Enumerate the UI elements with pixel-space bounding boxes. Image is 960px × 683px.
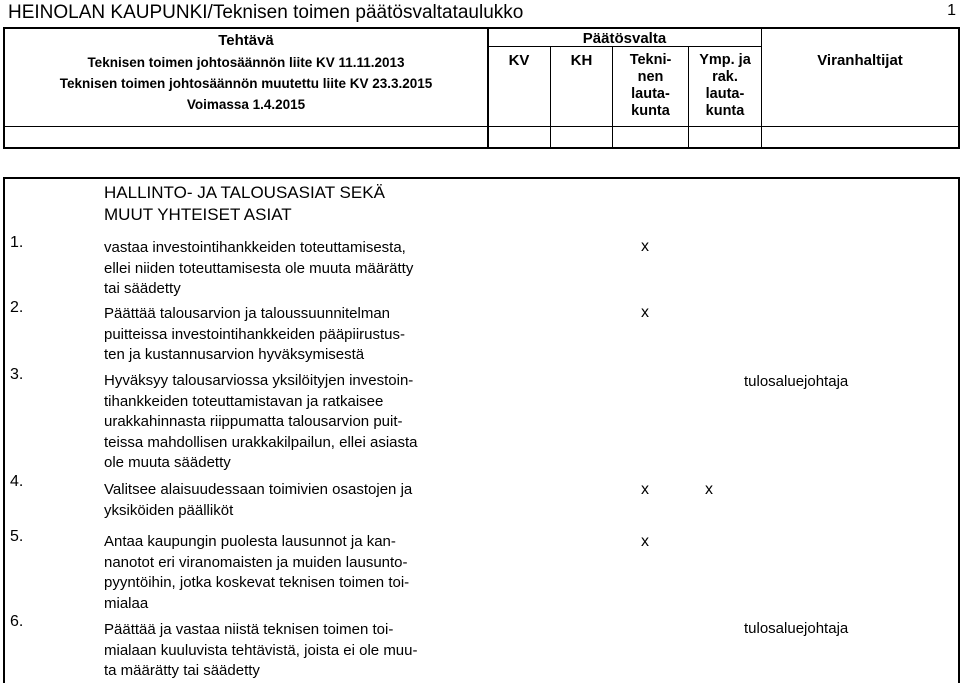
row-text-line: nanotot eri viranomaisten ja muiden lausunto- [104, 553, 408, 571]
document-title: HEINOLAN KAUPUNKI/Teknisen toimen päätösvaltataulukko [8, 2, 524, 23]
section-heading-line: MUUT YHTEISET ASIAT [104, 205, 292, 224]
mark-tekninen: x [641, 533, 649, 550]
row-text-line: Päättää talousarvion ja taloussuunnitelman [104, 305, 391, 322]
row-text-line: puitteissa investointihankkeiden pääpiirustus- [104, 325, 406, 343]
row-number: 4. [10, 473, 24, 490]
col-tekninen-line: Tekni- [629, 52, 672, 68]
row-text-line: vastaa investointihankkeiden toteuttamisesta, [104, 239, 406, 256]
col-kh: KH [570, 52, 593, 69]
header-line-2: Teknisen toimen johtosäännön muutettu liite KV 23.3.2015 [59, 76, 433, 91]
row-number: 5. [10, 528, 24, 545]
col-viranhaltijat: Viranhaltijat [817, 52, 903, 69]
page-number: 1 [947, 2, 956, 19]
row-text [104, 371, 484, 474]
row-text [104, 238, 484, 300]
row-text-line: tihankkeiden toteuttamistavan ja ratkaisee [104, 392, 384, 410]
paatosvalta-heading: Päätösvalta [582, 30, 667, 47]
row-text-line: yksiköiden päälliköt [104, 501, 234, 519]
mark-tekninen: x [641, 304, 649, 321]
mark-tekninen: x [641, 238, 649, 255]
tehtava-heading: Tehtävä [218, 32, 274, 49]
header-line-1: Teknisen toimen johtosäännön liite KV 11.11.2013 [87, 55, 405, 70]
row-number: 1. [10, 234, 24, 251]
col-kv: KV [508, 52, 530, 69]
divider [5, 126, 958, 127]
header-table [3, 27, 960, 149]
row-text-line: tai säädetty [104, 280, 181, 297]
col-ymp-line: Ymp. ja [699, 52, 751, 68]
section-heading [104, 182, 385, 226]
row-text-line: Hyväksyy talousarviossa yksilöityjen investoin- [104, 372, 414, 389]
row-text [104, 532, 484, 614]
col-ymp-line: kunta [705, 103, 745, 119]
col-ymp-rak-lautakunta [689, 52, 761, 120]
row-text-line: ten ja kustannusarvion hyväksymisestä [104, 346, 365, 363]
row-text-line: ellei niiden toteuttamisesta ole muuta määrätty [104, 259, 414, 277]
row-number: 6. [10, 613, 24, 630]
row-text-line: Päättää ja vastaa niistä teknisen toimen toi- [104, 621, 394, 638]
col-ymp-line: lauta- [705, 86, 745, 102]
col-tekninen-line: nen [637, 69, 664, 85]
row-text-line: urakkahinnasta riippumatta talousarvion puit- [104, 413, 403, 430]
row-text-line: Valitsee alaisuudessaan toimivien osastojen ja [104, 481, 413, 498]
mark-tekninen: x [641, 481, 649, 498]
row-text-line: ole muuta säädetty [104, 454, 231, 471]
row-text [104, 304, 484, 366]
row-text-line: Antaa kaupungin puolesta lausunnot ja kan- [104, 533, 396, 550]
row-text [104, 620, 484, 682]
header-line-3: Voimassa 1.4.2015 [186, 97, 306, 112]
col-tekninen-lautakunta [613, 52, 688, 120]
row-number: 3. [10, 366, 24, 383]
row-number: 2. [10, 299, 24, 316]
mark-ymp: x [705, 481, 713, 498]
row-text-line: ta määrätty tai säädetty [104, 662, 260, 679]
viranhaltija-value: tulosaluejohtaja [744, 373, 849, 390]
viranhaltija-value: tulosaluejohtaja [744, 620, 849, 637]
row-text [104, 480, 484, 521]
col-tekninen-line: lauta- [631, 86, 670, 102]
section-heading-line: HALLINTO- JA TALOUSASIAT SEKÄ [104, 183, 385, 202]
row-text-line: mialaan kuuluvista tehtävistä, joista ei ole muu- [104, 641, 418, 659]
row-text-line: pyyntöihin, jotka koskevat teknisen toimen toi- [104, 574, 410, 591]
col-ymp-line: rak. [712, 69, 738, 85]
row-text-line: teissa mahdollisen urakkakilpailun, ellei asiasta [104, 433, 418, 451]
divider [761, 29, 762, 147]
row-text-line: mialaa [104, 594, 149, 612]
col-tekninen-line: kunta [631, 103, 670, 119]
